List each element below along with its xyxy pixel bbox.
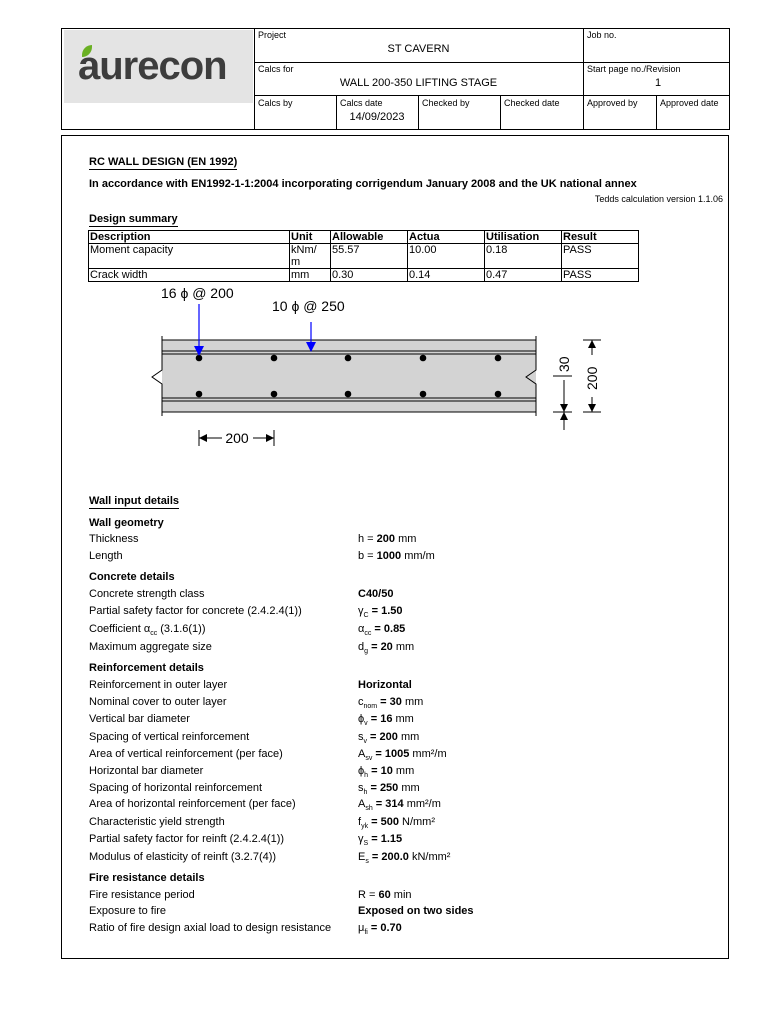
approved-by-label: Approved by [587, 98, 638, 108]
fire-heading: Fire resistance details [89, 872, 205, 884]
doc-subtitle: In accordance with EN1992-1-1:2004 incorporating corrigendum January 2008 and the UK national annex [89, 178, 637, 190]
vertical-bar-label: 16 ϕ @ 200 [161, 285, 234, 301]
concrete-heading: Concrete details [89, 571, 175, 583]
cover-label: Nominal cover to outer layer [89, 696, 227, 708]
vspace-value: $s_v = 200$ mm [358, 731, 420, 746]
calcs-by-label: Calcs by [258, 98, 293, 108]
summary-heading: Design summary [89, 213, 178, 225]
cover-value: $c_{nom} = 30$ mm [358, 696, 424, 711]
table-cell: 0.18 [485, 244, 562, 269]
outer-layer-label: Reinforcement in outer layer [89, 679, 228, 691]
thickness-dim-label: 200 [584, 366, 600, 390]
hbar-value: $\phi_h = 10$ mm [358, 765, 415, 780]
length-value: b = 1000 mm/m [358, 550, 435, 562]
wall-input-heading: Wall input details [89, 495, 180, 507]
acc-value: $\alpha_{cc} = 0.85$ [358, 623, 406, 638]
table-cell: Moment capacity [89, 244, 290, 269]
calcs-for-label: Calcs for [258, 64, 294, 74]
fyk-value: $f_{yk} = 500$ N/mm² [358, 816, 435, 831]
geometry-heading: Wall geometry [89, 517, 164, 529]
calcs-for-value: WALL 200-350 LIFTING STAGE [339, 77, 498, 89]
thickness-label: Thickness [89, 533, 139, 545]
outer-layer-value: Horizontal [358, 679, 412, 691]
vspace-label: Spacing of vertical reinforcement [89, 731, 250, 743]
aggregate-value: $d_g = 20$ mm [358, 641, 415, 656]
calcs-date-value: 14/09/2023 [349, 111, 405, 123]
checked-date-label: Checked date [504, 98, 560, 108]
length-label: Length [89, 550, 123, 562]
thickness-value: h = 200 mm [358, 533, 417, 545]
rebar-dot [495, 391, 502, 398]
horizontal-bar-label: 10 ϕ @ 250 [272, 298, 345, 314]
table-row [89, 244, 639, 269]
psf-concrete-label: Partial safety factor for concrete (2.4.2.4(1)) [89, 605, 302, 617]
table-cell: 55.57 [331, 244, 408, 269]
es-label: Modulus of elasticity of reinft (3.2.7(4)) [89, 851, 277, 863]
table-header-row [89, 231, 639, 244]
doc-title: RC WALL DESIGN (EN 1992) [89, 156, 238, 168]
harea-value: $A_{sh} = 314$ mm²/m [358, 798, 441, 813]
fire-period-value: R = 60 min [358, 889, 412, 901]
psf-reinf-value: $\gamma_S = 1.15$ [358, 833, 403, 848]
psf-concrete-value: $\gamma_C = 1.50$ [358, 605, 403, 620]
varea-value: $A_{sv} = 1005$ mm²/m [358, 748, 447, 763]
table-cell: 0.47 [485, 269, 562, 282]
job-label: Job no. [587, 30, 617, 40]
exposure-label: Exposure to fire [89, 905, 167, 917]
approved-date-label: Approved date [660, 98, 719, 108]
ratio-value: $\mu_{fi} = 0.70$ [358, 922, 402, 937]
vbar-label: Vertical bar diameter [89, 713, 190, 725]
fyk-label: Characteristic yield strength [89, 816, 225, 828]
table-cell: mm [290, 269, 331, 282]
hbar-label: Horizontal bar diameter [89, 765, 204, 777]
table-cell: 0.14 [408, 269, 485, 282]
table-cell: 10.00 [408, 244, 485, 269]
cover-dimension [553, 376, 572, 430]
acc-label: Coefficient $\alpha_{cc}$ (3.1.6(1)) [89, 623, 206, 638]
version-text: Tedds calculation version 1.1.06 [594, 194, 723, 204]
calcs-date-label: Calcs date [340, 98, 383, 108]
rebar-dot [271, 355, 278, 362]
psf-reinf-label: Partial safety factor for reinft (2.4.2.4(1)) [89, 833, 285, 845]
start-page-value: 1 [654, 77, 662, 89]
table-cell: PASS [562, 269, 639, 282]
spacing-dim-label: 200 [225, 430, 249, 446]
checked-by-label: Checked by [422, 98, 470, 108]
start-page-label: Start page no./Revision [587, 64, 681, 74]
col-header: Actua [408, 231, 485, 244]
rebar-dot [420, 391, 427, 398]
rebar-dot [345, 355, 352, 362]
cover-dim-label: 30 [556, 356, 572, 372]
table-cell: 0.30 [331, 269, 408, 282]
project-value: ST CAVERN [387, 43, 450, 55]
col-header: Utilisation [485, 231, 562, 244]
wall-section-diagram [140, 280, 620, 450]
col-header: Description [89, 231, 290, 244]
vbar-value: $\phi_v = 16$ mm [358, 713, 414, 728]
fire-period-label: Fire resistance period [89, 889, 195, 901]
reinforcement-heading: Reinforcement details [89, 662, 204, 674]
wall-body [152, 336, 536, 416]
strength-label: Concrete strength class [89, 588, 205, 600]
table-cell: Crack width [89, 269, 290, 282]
rebar-dot [420, 355, 427, 362]
project-label: Project [258, 30, 287, 40]
logo-text: aurecon [78, 44, 227, 88]
rebar-dot [271, 391, 278, 398]
rebar-dot [196, 391, 203, 398]
strength-value: C40/50 [358, 588, 394, 600]
design-summary-table [88, 230, 639, 282]
col-header: Allowable [331, 231, 408, 244]
table-cell: PASS [562, 244, 639, 269]
es-value: $E_s = 200.0$ kN/mm² [358, 851, 451, 866]
col-header: Unit [290, 231, 331, 244]
rebar-dot [495, 355, 502, 362]
aggregate-label: Maximum aggregate size [89, 641, 212, 653]
harea-label: Area of horizontal reinforcement (per face) [89, 798, 296, 810]
table-cell: kNm/ m [290, 244, 331, 269]
varea-label: Area of vertical reinforcement (per face) [89, 748, 283, 760]
hspace-label: Spacing of horizontal reinforcement [89, 782, 263, 794]
ratio-label: Ratio of fire design axial load to design resistance [89, 922, 332, 934]
rebar-dot [345, 391, 352, 398]
hspace-value: $s_h = 250$ mm [358, 782, 420, 797]
col-header: Result [562, 231, 639, 244]
exposure-value: Exposed on two sides [358, 905, 474, 917]
